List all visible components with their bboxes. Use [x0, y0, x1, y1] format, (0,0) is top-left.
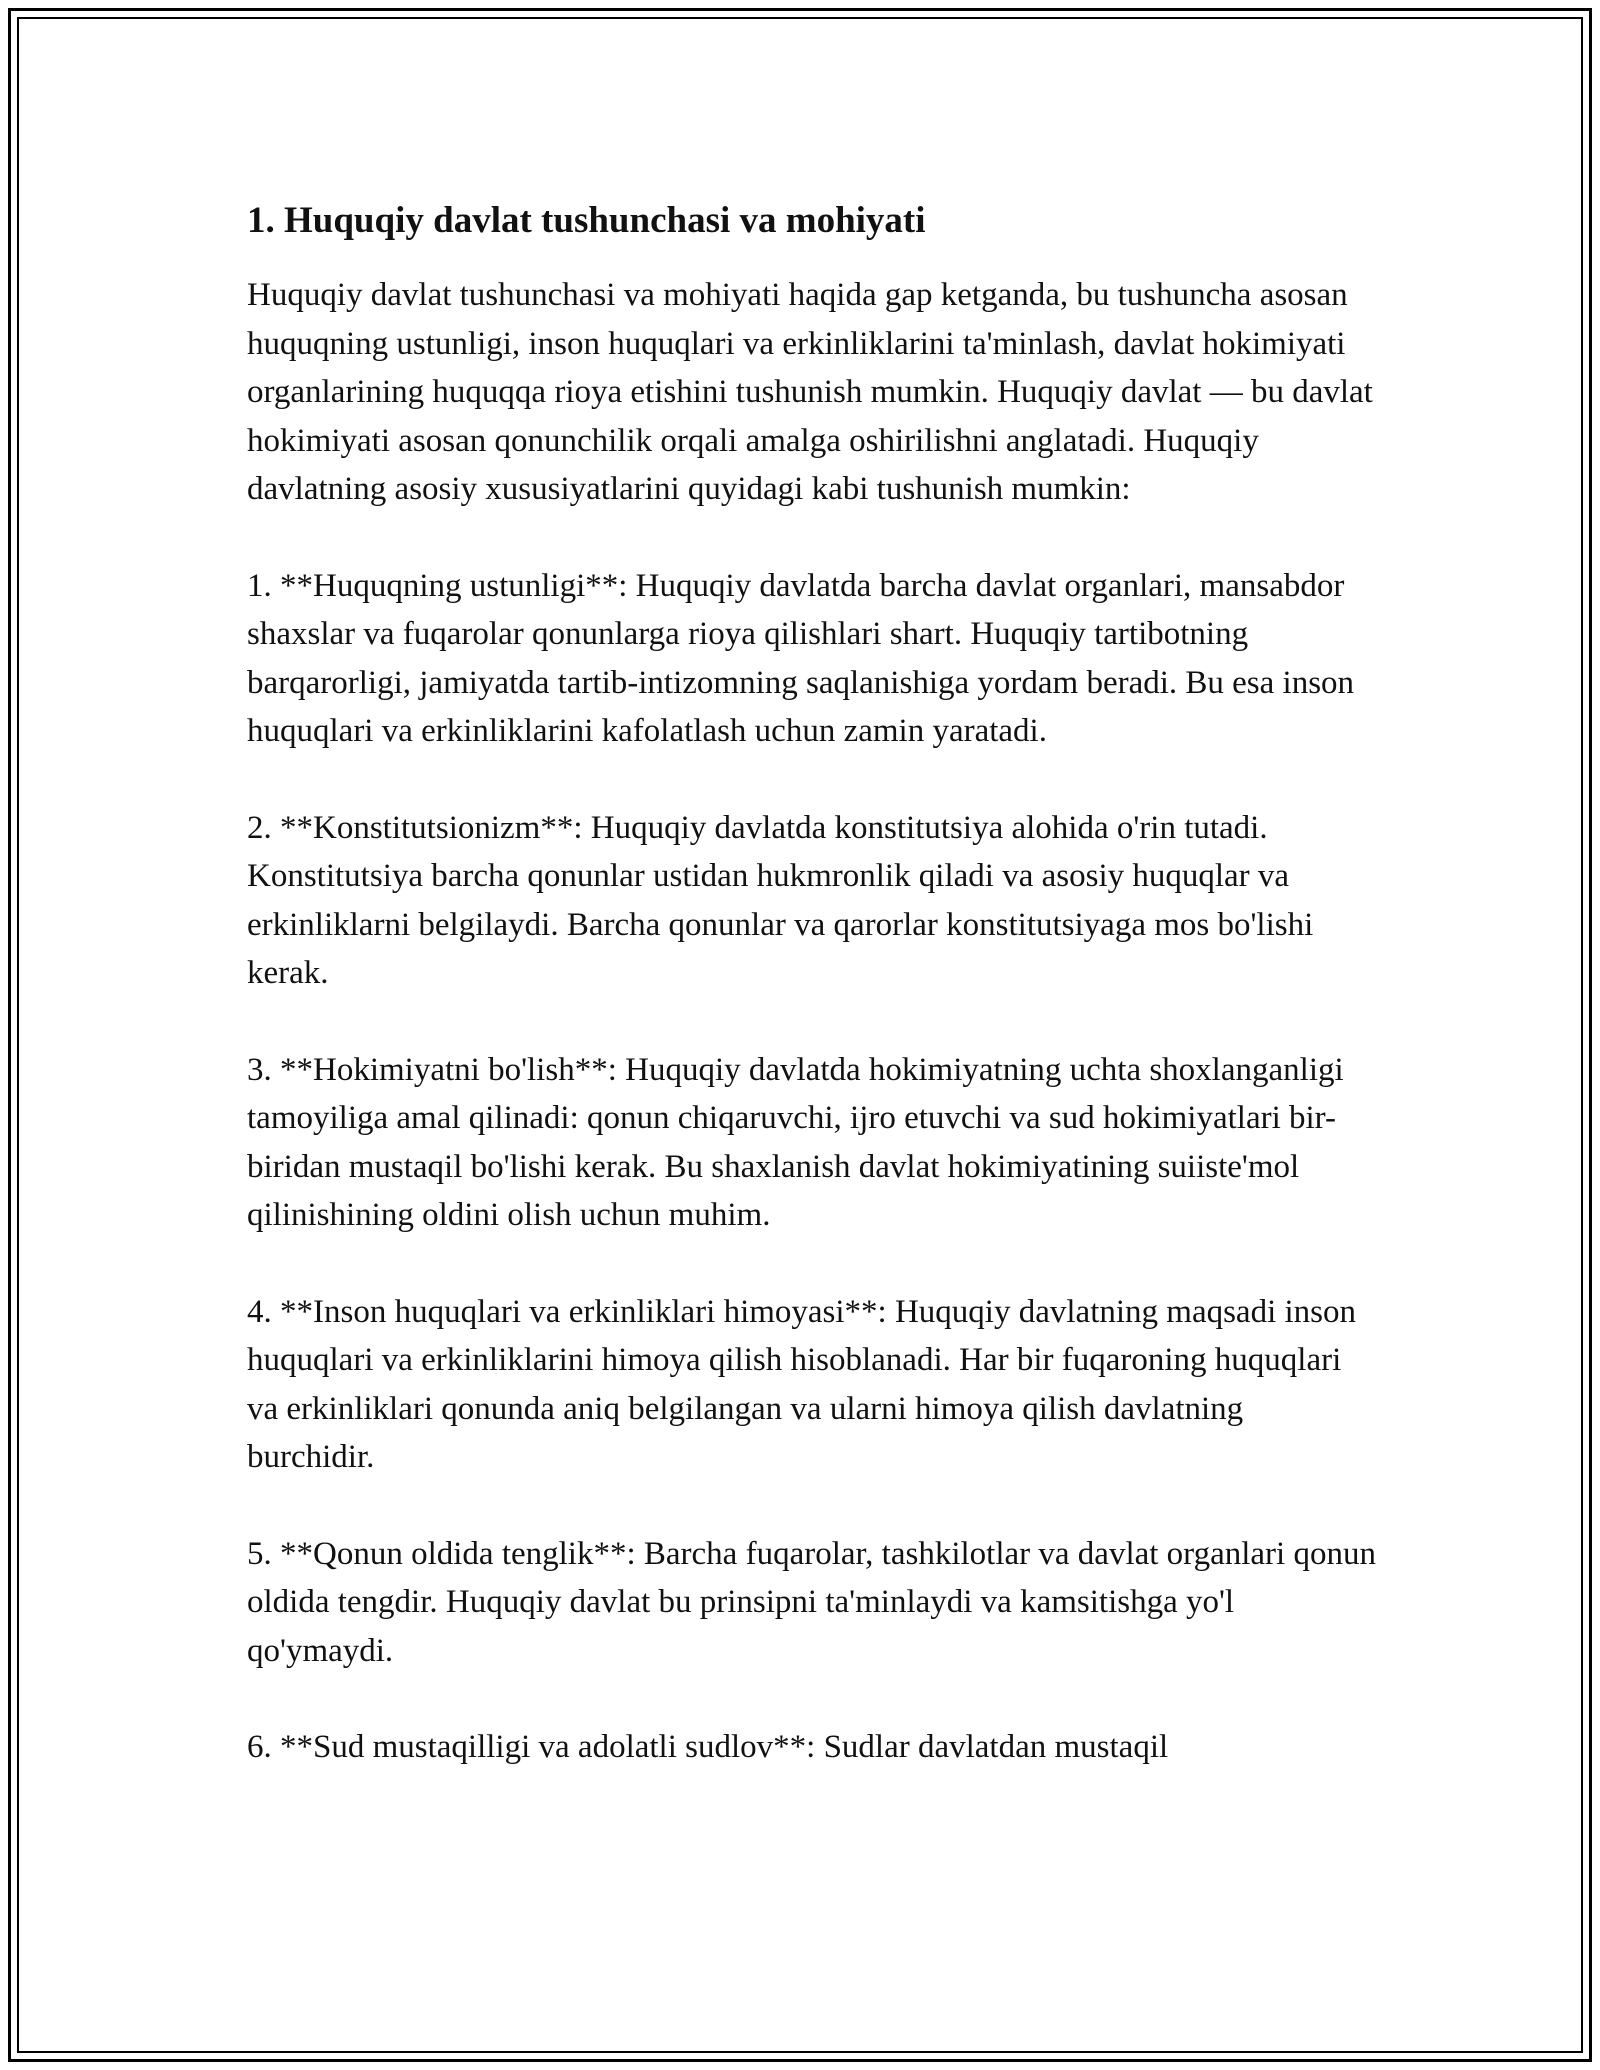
intro-paragraph: Huquqiy davlat tushunchasi va mohiyati haqida gap ketganda, bu tushuncha asosan huquqning ustunligi, inson huquqlari va erkinliklarini ta'minlash, davlat hokimiyati organlarining huquqqa rioya etishini tushunish mumkin. Huquqiy davlat — bu davlat hokimiyati asosan qonunchilik orqali amalga oshirilishni anglatadi. Huquqiy davlatning asosiy xususiyatlarini quyidagi kabi tushunish mumkin: [247, 277, 1373, 507]
list-item: 6. **Sud mustaqilligi va adolatli sudlov**: Sudlar davlatdan mustaqil [247, 1729, 1169, 1765]
list-item: 1. **Huquqning ustunligi**: Huquqiy davlatda barcha davlat organlari, mansabdor shaxslar va fuqarolar qonunlarga rioya qilishlari shart. Huquqiy tartibotning barqarorligi, jamiyatda tartib-intizomning saqlanishiga yordam beradi. Bu esa inson huquqlari va erkinliklarini kafolatlash uchun zamin yaratadi. [247, 567, 1355, 749]
list-item: 5. **Qonun oldida tenglik**: Barcha fuqarolar, tashkilotlar va davlat organlari qonun oldida tengdir. Huquqiy davlat bu prinsipni ta'minlaydi va kamsitishga yo'l qo'ymaydi. [247, 1535, 1376, 1669]
document-body [247, 197, 1377, 1820]
list-item: 4. **Inson huquqlari va erkinliklari himoyasi**: Huquqiy davlatning maqsadi inson huquqlari va erkinliklarini himoya qilish hisoblanadi. Har bir fuqaroning huquqlari va erkinliklari qonunda aniq belgilangan va ularni himoya qilish davlatning burchidir. [247, 1293, 1357, 1475]
page-frame [8, 8, 1592, 2062]
list-item: 2. **Konstitutsionizm**: Huquqiy davlatda konstitutsiya alohida o'rin tutadi. Konstitutsiya barcha qonunlar ustidan hukmronlik qiladi va asosiy huquqlar va erkinliklarni belgilaydi. Barcha qonunlar va qarorlar konstitutsiyaga mos bo'lishi kerak. [247, 809, 1314, 991]
list-item: 3. **Hokimiyatni bo'lish**: Huquqiy davlatda hokimiyatning uchta shoxlanganligi tamoyiliga amal qilinadi: qonun chiqaruvchi, ijro etuvchi va sud hokimiyatlari bir-biridan mustaqil bo'lishi kerak. Bu shaxlanish davlat hokimiyatining suiiste'mol qilinishining oldini olish uchun muhim. [247, 1051, 1344, 1233]
section-heading: 1. Huquqiy davlat tushunchasi va mohiyati [247, 200, 926, 241]
